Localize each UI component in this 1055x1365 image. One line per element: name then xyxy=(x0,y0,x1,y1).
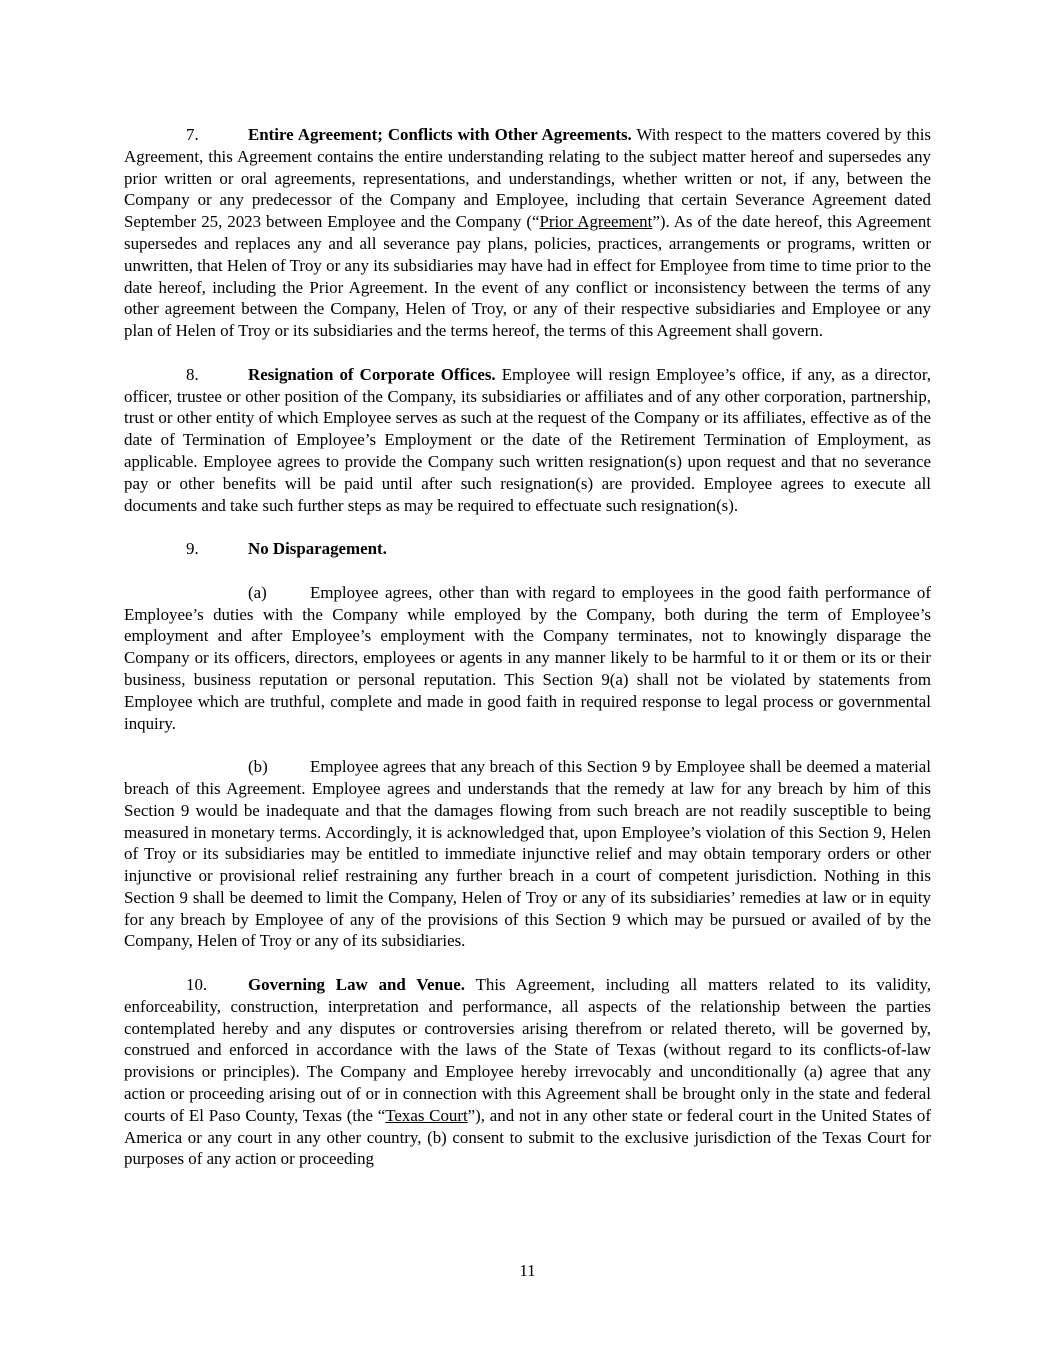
section-7-text-2: ”). As of the date hereof, this Agreement supersedes and replaces any and all severance pay plans, policies, practices, arrangements or programs, written or unwritten, that Helen of Troy or any its subsidiaries may have had in effect for Employee from time to time prior to the date hereof, including the Prior Agreement. In the event of any conflict or inconsistency between the terms of any other agreement between the Company, Helen of Troy, or any of their respective subsidiaries and Employee or any plan of Helen of Troy or its subsidiaries and the terms hereof, the terms of this Agreement shall govern. xyxy=(124,212,931,341)
paragraph-gap xyxy=(124,516,931,538)
section-10-defined-term: Texas Court xyxy=(385,1105,468,1125)
section-10-number: 10. xyxy=(186,975,208,995)
section-7-text-1: With respect to the matters covered by this Agreement, this Agreement contains the entire understanding relating to the subject matter hereof and supersedes any prior written or oral agreements, representations, and understandings, whether written or not, if any, between the Company or any predecessor of the Company and Employee, including that certain Severance Agreement dated September 25, 2023 between Employee and the Company (“ xyxy=(124,125,931,232)
section-8-text: Employee will resign Employee’s office, if any, as a director, officer, trustee or other position of the Company, its subsidiaries or affiliates and of any other corporation, partnership, trust or other entity of which Employee serves as such at the request of the Company or its affiliates, effective as of the date of Termination of Employee’s Employment or the date of the Retirement Termination of Employment, as applicable. Employee agrees to provide the Company such written resignation(s) upon request and that no severance pay or other benefits will be paid until after such resignation(s) are provided. Employee agrees to execute all documents and take such further steps as may be required to effectuate such resignation(s). xyxy=(124,364,931,515)
section-8 xyxy=(124,364,931,517)
paragraph-gap xyxy=(124,734,931,756)
section-8-number: 8. xyxy=(186,364,199,384)
section-9-number: 9. xyxy=(186,539,199,559)
section-9-heading: No Disparagement. xyxy=(248,539,387,559)
section-10-text-2: ”), and not in any other state or federal court in the United States of America or any court in any other country, (b) consent to submit to the exclusive jurisdiction of the Texas Court for purposes of any action or proceeding xyxy=(124,1105,931,1169)
document-page xyxy=(124,124,931,1170)
page-number: 11 xyxy=(519,1261,536,1280)
section-10-text-1: This Agreement, including all matters related to its validity, enforceability, construction, interpretation and performance, all aspects of the relationship between the parties contemplated hereby and any disputes or controversies arising therefrom or related thereto, will be governed by, construed and enforced in accordance with the laws of the State of Texas (without regard to its conflicts-of-law provisions or principles). The Company and Employee hereby irrevocably and unconditionally (a) agree that any action or proceeding arising out of or in connection with this Agreement shall be brought only in the state and federal courts of El Paso County, Texas (the “ xyxy=(124,975,931,1125)
section-9 xyxy=(124,538,931,560)
section-9b-text: Employee agrees that any breach of this Section 9 by Employee shall be deemed a material breach of this Agreement. Employee agrees and understands that the remedy at law for any breach by him of this Section 9 would be inadequate and that the damages flowing from such breach are not readily susceptible to being measured in monetary terms. Accordingly, it is acknowledged that, upon Employee’s violation of this Section 9, Helen of Troy or its subsidiaries may be entitled to immediate injunctive relief and may obtain temporary orders or other injunctive or provisional relief restraining any further breach in a court of competent jurisdiction. Nothing in this Section 9 shall be deemed to limit the Company, Helen of Troy or any of its subsidiaries’ remedies at law or in equity for any breach by Employee of any of the provisions of this Section 9 which may be pursued or availed of by the Company, Helen of Troy or any of its subsidiaries. xyxy=(124,757,931,951)
section-7 xyxy=(124,124,931,342)
section-9a xyxy=(124,582,931,735)
paragraph-gap xyxy=(124,342,931,364)
section-9b xyxy=(124,756,931,952)
section-7-number: 7. xyxy=(186,125,199,144)
paragraph-gap xyxy=(124,952,931,974)
section-9a-text: Employee agrees, other than with regard to employees in the good faith performance of Employee’s duties with the Company while employed by the Company, both during the term of Employee’s employment and after Employee’s employment with the Company terminates, not to knowingly disparage the Company or its officers, directors, employees or agents in any manner likely to be harmful to it or them or its or their business, business reputation or personal reputation. This Section 9(a) shall not be violated by statements from Employee which are truthful, complete and made in good faith in required response to legal process or governmental inquiry. xyxy=(124,582,931,733)
section-7-heading: Entire Agreement; Conflicts with Other Agreements. xyxy=(248,125,632,144)
section-10-heading: Governing Law and Venue. xyxy=(248,975,466,995)
section-7-defined-term: Prior Agreement xyxy=(539,212,653,232)
section-8-heading: Resignation of Corporate Offices. xyxy=(248,364,496,384)
section-10 xyxy=(124,974,931,1170)
paragraph-gap xyxy=(124,560,931,582)
section-9a-label: (a) xyxy=(248,582,267,602)
section-9b-label: (b) xyxy=(248,757,268,777)
